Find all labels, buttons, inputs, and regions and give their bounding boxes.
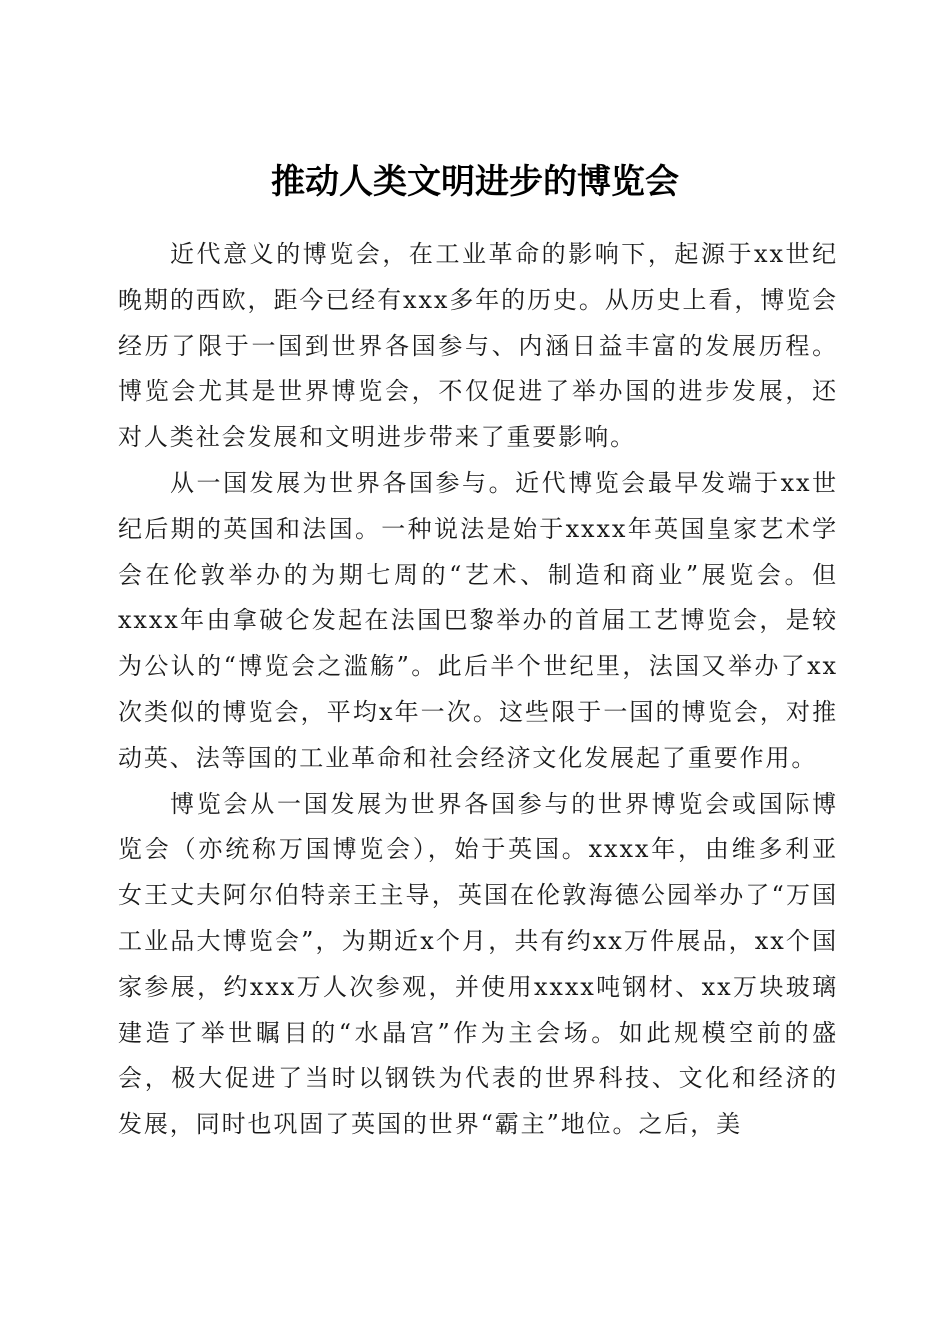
paragraph-origin: 从一国发展为世界各国参与。近代博览会最早发端于xx世纪后期的英国和法国。一种说法是始于xxxx年英国皇家艺术学会在伦敦举办的为期七周的“艺术、制造和商业”展览会。但xxxx年由拿破仑发起在法国巴黎举办的首届工艺博览会，是较为公认的“博览会之滥觞”。此后半个世纪里，法国又举办了xx次类似的博览会，平均x年一次。这些限于一国的博览会，对推动英、法等国的工业革命和社会经济文化发展起了重要作用。 (118, 468, 838, 772)
paragraph-intro: 近代意义的博览会，在工业革命的影响下，起源于xx世纪晚期的西欧，距今已经有xxx多年的历史。从历史上看，博览会经历了限于一国到世界各国参与、内涵日益丰富的发展历程。博览会尤其是世界博览会，不仅促进了举办国的进步发展，还对人类社会发展和文明进步带来了重要影响。 (118, 240, 838, 452)
document-body (118, 232, 838, 1148)
paragraph-world-expo: 博览会从一国发展为世界各国参与的世界博览会或国际博览会（亦统称万国博览会），始于英国。xxxx年，由维多利亚女王丈夫阿尔伯特亲王主导，英国在伦敦海德公园举办了“万国工业品大博览会”，为期近x个月，共有约xx万件展品，xx个国家参展，约xxx万人次参观，并使用xxxx吨钢材、xx万块玻璃建造了举世瞩目的“水晶宫”作为主会场。如此规模空前的盛会，极大促进了当时以钢铁为代表的世界科技、文化和经济的发展，同时也巩固了英国的世界“霸主”地位。之后，美 (118, 789, 838, 1139)
document-title: 推动人类文明进步的博览会 (271, 161, 679, 202)
